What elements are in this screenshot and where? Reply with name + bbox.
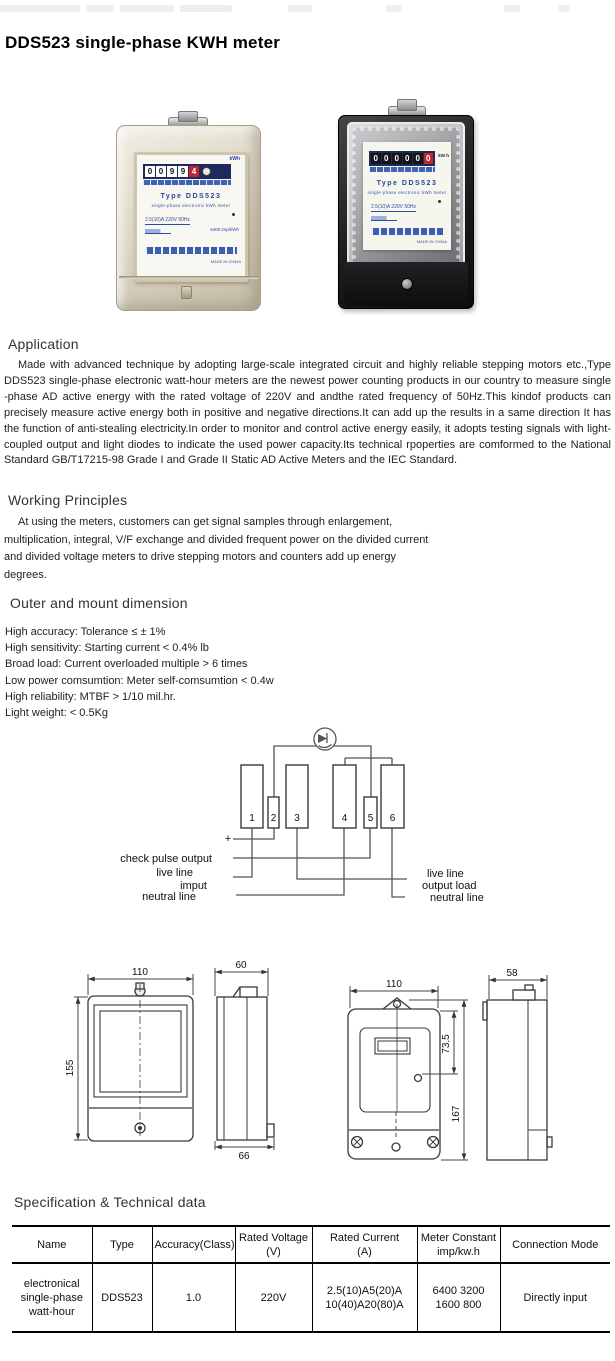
rating-line: 2.5(10)A 220V 50Hz xyxy=(371,204,417,210)
terminal-boxes xyxy=(241,765,404,828)
live-line-in-label: live line xyxy=(156,867,193,879)
application-paragraph: Made with advanced technique by adopting large-scale integrated circuit and highly reliable stepping motors etc.,Type DDS523 single-phase electronic watt-hour meters are the newest power counting products in our country to measure single -phase AD active energy with the rated voltage of 220V and andthe rated frequency of 50Hz.This kindof products can precisely measure active energy both in positive and negative directions.It can add up the results in a same direction It has the function of anti-stealing electricity.In order to monitor and control active energy easily, it adopts testing signals with light-coupled output and light diodes to indicate the used power capacity.Its technical rpoperties are comformed to the National Standard GB/T17215-98 Grade I and Grade II Static AD Active Meters and the IEC Standard. xyxy=(4,359,611,467)
meter-housing xyxy=(116,125,261,311)
feature-list xyxy=(5,624,274,721)
meter2-side-view xyxy=(483,985,552,1160)
col-header-connection: Connection Mode xyxy=(500,1226,610,1263)
scale-band xyxy=(143,180,231,185)
feature-item: Broad load: Current overloaded multiple > 6 times xyxy=(5,658,248,671)
spec-table-data-row xyxy=(12,1263,610,1332)
cell-constant: 6400 3200 1600 800 xyxy=(417,1263,500,1332)
terminal-2-label: 2 xyxy=(270,813,277,824)
seal-screw-icon xyxy=(178,111,198,122)
check-pulse-label: check pulse output xyxy=(120,853,212,865)
seal-screw-icon xyxy=(397,99,417,111)
dim-height-2: 167 xyxy=(451,1105,462,1123)
cell-current: 2.5(10)A5(20)A 10(40)A20(80)A xyxy=(312,1263,417,1332)
terminal-4-label: 4 xyxy=(341,813,348,824)
dim-upper-height-2: 73.5 xyxy=(441,1034,452,1054)
col-header-voltage: Rated Voltage (V) xyxy=(235,1226,312,1263)
live-line-out-label: live line xyxy=(427,868,464,880)
dim-depth-2: 58 xyxy=(506,968,518,979)
spec-table-header-row xyxy=(12,1226,610,1263)
counter-register xyxy=(143,164,231,179)
pulse-led-icon xyxy=(232,213,235,216)
rating-line: 2.5(10)A 220V 50Hz xyxy=(145,217,191,223)
terminal-5-label: 5 xyxy=(367,813,374,824)
feature-item: High reliability: MTBF > 1/10 mil.hr. xyxy=(5,690,176,703)
transparent-cover xyxy=(347,122,465,272)
col-header-name: Name xyxy=(12,1226,92,1263)
neutral-line-in-label: neutral line xyxy=(142,891,196,903)
meter2-front-view xyxy=(348,998,440,1159)
meter1-side-view xyxy=(217,987,274,1140)
terminal-6-label: 6 xyxy=(389,813,396,824)
feature-item: Light weight: < 0.5Kg xyxy=(5,707,109,720)
subtitle-label: single-phase electronic kWh meter xyxy=(151,203,231,208)
output-load-label: output load xyxy=(422,880,477,892)
cell-name: electronical single-phase watt-hour xyxy=(20,1277,83,1318)
meter1-front-view xyxy=(88,983,193,1141)
feature-item: High accuracy: Tolerance ≤ ± 1% xyxy=(5,626,166,638)
meter-faceplate xyxy=(134,152,248,282)
counter-digit: 0 xyxy=(145,166,155,177)
photo-meter-black xyxy=(338,99,472,311)
dim-height-1: 155 xyxy=(65,1059,76,1077)
terminal-3-label: 3 xyxy=(294,813,300,824)
page-title: DDS523 single-phase KWH meter xyxy=(5,33,281,52)
constant-line: 6400 imp/kWh xyxy=(210,227,239,232)
cell-accuracy: 1.0 xyxy=(152,1263,235,1332)
dim-depth-top-1: 60 xyxy=(235,960,247,971)
type-label: Type DDS523 xyxy=(160,193,222,200)
meter2-dimensions xyxy=(350,986,468,1160)
cell-connection: Directly input xyxy=(500,1263,610,1332)
plus-sign: + xyxy=(224,833,232,845)
counter-digit: 0 xyxy=(382,153,392,164)
terminal-1-label: 1 xyxy=(249,813,255,824)
counter-digit: 0 xyxy=(413,153,423,164)
cover-screw-icon xyxy=(401,278,413,290)
wiring-diagram xyxy=(0,715,615,910)
counter-register xyxy=(369,151,435,166)
counter-digit: 9 xyxy=(178,166,188,177)
terminal-cover xyxy=(344,262,468,306)
dimension-heading: Outer and mount dimension xyxy=(10,595,188,611)
type-label: Type DDS523 xyxy=(376,180,438,187)
scale-band xyxy=(369,167,435,172)
working-principles-paragraph: At using the meters, customers can get signal samples through enlargement, multiplication, integral, V/F exchange and divided frequent power on the divided current and divided voltage meters to drive stepping motors and counters add up energy degrees. xyxy=(4,516,429,581)
meter-housing xyxy=(338,115,474,309)
feature-item: Low power comsumtion: Meter self-comsumtion < 0.4w xyxy=(5,674,274,687)
cover-screw-icon xyxy=(181,286,192,299)
imput-label: imput xyxy=(180,880,207,892)
cell-type: DDS523 xyxy=(92,1263,152,1332)
counter-digit: 0 xyxy=(403,153,413,164)
dim-width-2: 110 xyxy=(386,979,402,990)
serial-line xyxy=(145,229,171,234)
spec-table xyxy=(12,1225,610,1333)
seal-ring-icon xyxy=(202,167,211,176)
serial-line xyxy=(371,216,397,221)
col-header-type: Type xyxy=(92,1226,152,1263)
spec-heading: Specification & Technical data xyxy=(14,1194,206,1210)
meter1-dimensions xyxy=(74,974,193,1140)
unit-label: kW h xyxy=(438,153,449,158)
working-principles-heading: Working Principles xyxy=(8,492,128,508)
unit-label: kWh xyxy=(229,156,240,162)
counter-digit-decimal: 4 xyxy=(189,166,199,177)
counter-digit-decimal: 0 xyxy=(424,153,434,164)
made-in-label: MADE IN CHINA xyxy=(416,239,447,244)
counter-digit: 0 xyxy=(156,166,166,177)
logo-band xyxy=(145,247,237,254)
logo-band xyxy=(371,228,443,235)
neutral-line-out-label: neutral line xyxy=(430,892,484,904)
counter-digit: 0 xyxy=(392,153,402,164)
dimension-drawings xyxy=(0,955,615,1170)
dim-width-1: 110 xyxy=(132,967,148,978)
photo-meter-white xyxy=(116,111,261,311)
col-header-current: Rated Current (A) xyxy=(312,1226,417,1263)
counter-digit: 9 xyxy=(167,166,177,177)
made-in-label: MADE IN CHINA xyxy=(210,259,241,264)
counter-digit: 0 xyxy=(371,153,381,164)
dimension-labels xyxy=(65,960,518,1162)
subtitle-label: single-phase electronic kWh meter xyxy=(367,190,447,195)
dim-depth-bottom-1: 66 xyxy=(238,1151,250,1162)
pulse-led-icon xyxy=(438,200,441,203)
col-header-constant: Meter Constant imp/kw.h xyxy=(417,1226,500,1263)
cell-voltage: 220V xyxy=(235,1263,312,1332)
housing-groove xyxy=(119,276,258,279)
meter-faceplate xyxy=(363,142,451,250)
col-header-accuracy: Accuracy(Class) xyxy=(152,1226,235,1263)
application-heading: Application xyxy=(8,336,79,352)
wiring-labels xyxy=(120,833,484,904)
feature-item: High sensitivity: Starting current < 0.4% lb xyxy=(5,642,209,655)
